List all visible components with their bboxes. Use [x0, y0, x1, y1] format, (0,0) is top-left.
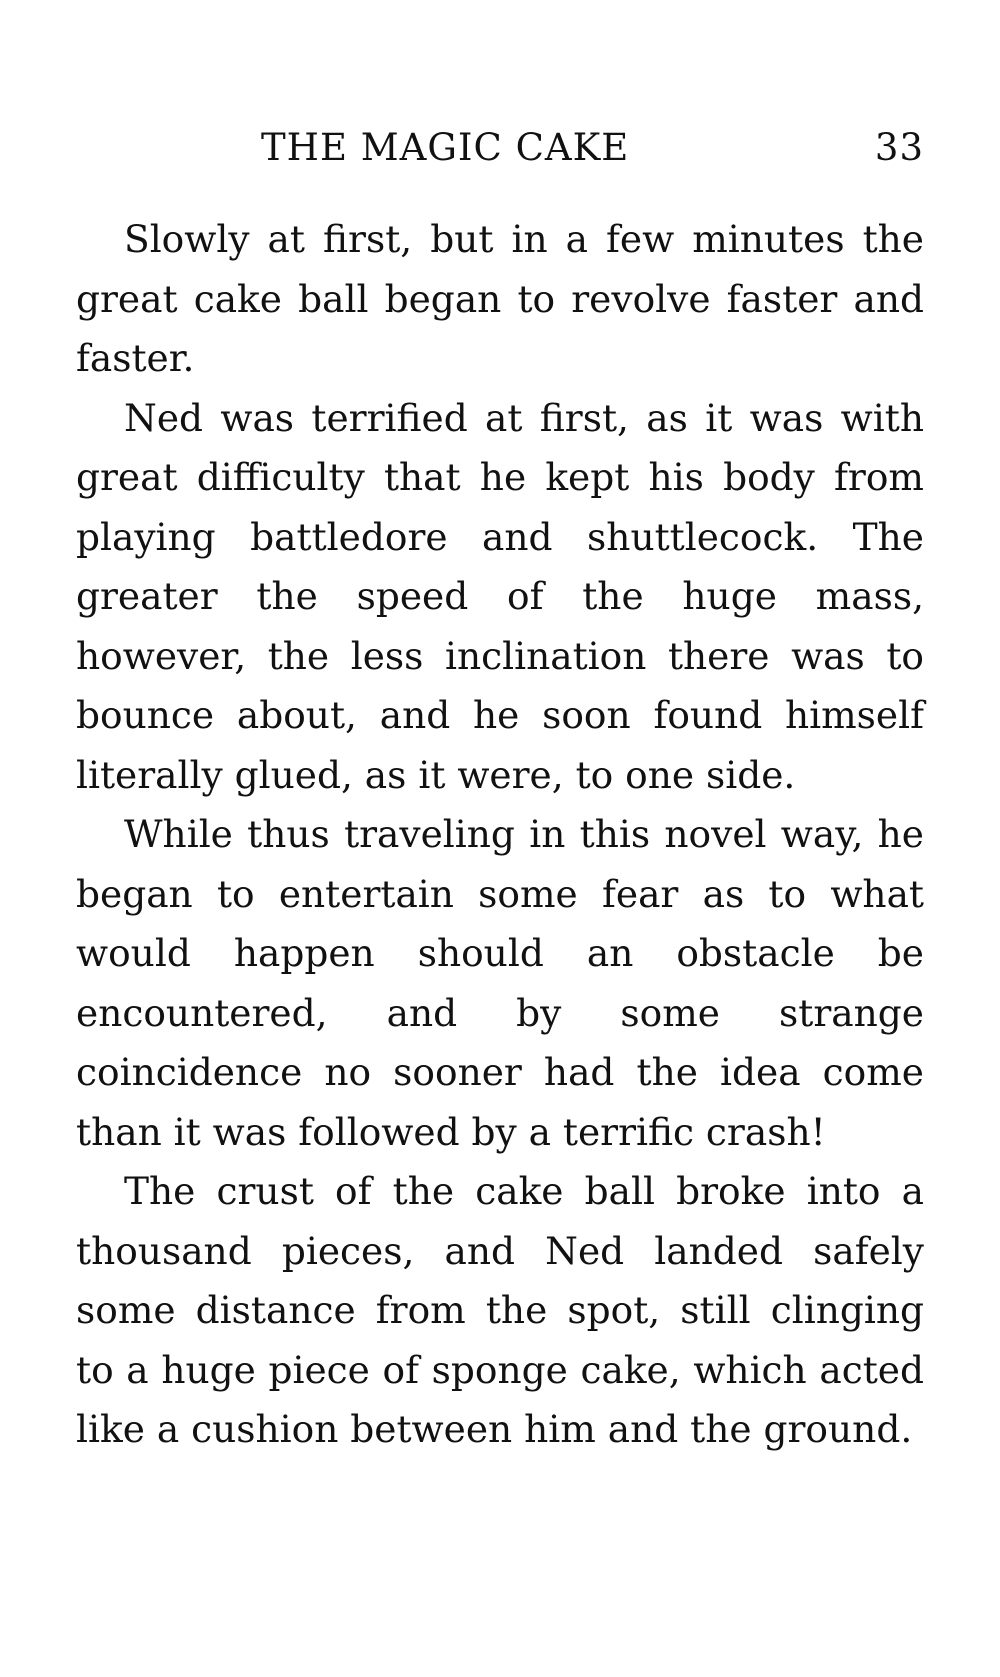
paragraph-1: Slowly at first, but in a few minutes the great cake ball began to revolve faster and faster.: [76, 217, 924, 380]
page-number: 33: [874, 126, 924, 169]
paragraph-2: Ned was terrified at first, as it was with great difficulty that he kept his body from playing battledore and shuttlecock. The greater the speed of the huge mass, however, the less inclination there was to bounce about, and he soon found himself literally glued, as it were, to one side.: [76, 395, 924, 797]
paragraph-3: While thus traveling in this novel way, he began to entertain some fear as to what would happen should an obstacle be encountered, and by some strange coincidence no sooner had the idea come than it was followed by a terrific crash!: [76, 812, 924, 1154]
running-title: THE MAGIC CAKE: [261, 126, 630, 169]
body-text: [76, 210, 924, 1460]
running-head: [76, 118, 924, 178]
paragraph-4: The crust of the cake ball broke into a thousand pieces, and Ned landed safely some distance from the spot, still clinging to a huge piece of sponge cake, which acted like a cushion between him and the ground.: [76, 1169, 924, 1451]
